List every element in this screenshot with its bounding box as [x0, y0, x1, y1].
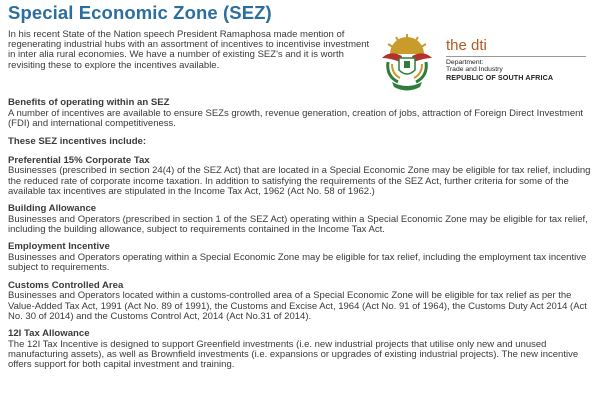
section-heading: Preferential 15% Corporate Tax — [8, 154, 150, 166]
section-text: The 12I Tax Incentive is designed to support Greenfield investments (i.e. new industrial projects that utilise only new and unused manufacturing assets), as well as Brownfield investments (i.e. expansions or upgrades of existing industrial projects). The new incentive offers support for both capital investment and training. — [8, 338, 579, 371]
section-heading: Employment Incentive — [8, 241, 110, 253]
coat-of-arms-icon — [376, 32, 438, 92]
dti-logo — [376, 28, 596, 98]
section-building-allowance — [8, 204, 594, 235]
brand-name: the dti — [446, 37, 487, 54]
dept-name: Trade and Industry — [446, 66, 503, 74]
section-heading: Building Allowance — [8, 203, 97, 215]
page-title: Special Economic Zone (SEZ) — [8, 2, 272, 23]
incentives-intro: These SEZ incentives include: — [8, 136, 147, 148]
section-text: Businesses and Operators located within a customs-controlled area of a Special Economic Zone will be eligible for tax relief as per the Value-Added Tax Act, 1991 (Act No. 89 of 1991), the Customs and Excise Act, 1964 (Act No. 91 of 1964), the Customs Duty Act 2014 (Act No. 30 of 2014) and the Customs Control Act, 2014 (Act No.31 of 2014). — [8, 290, 587, 322]
section-text: Businesses (prescribed in section 24(4) of the SEZ Act) that are located in a Special Economic Zone may be eligible for tax relief, including the reduced rate of corporate income taxation. In addition to satisfying the requirements of the SEZ Act, further criteria for some of the available tax incentives are stipulated in the Income Tax Act, 1962 (Act No. 58 of 1962.) — [8, 165, 591, 197]
dept-label: Department: — [446, 59, 484, 66]
section-customs-controlled-area — [8, 281, 594, 322]
section-heading: 12I Tax Allowance — [8, 328, 90, 340]
section-heading: Customs Controlled Area — [8, 279, 124, 291]
logo-divider — [446, 56, 586, 57]
section-benefits — [8, 98, 594, 129]
section-employment-incentive — [8, 242, 594, 273]
document-body — [8, 98, 594, 371]
country-name: REPUBLIC OF SOUTH AFRICA — [446, 72, 554, 82]
intro-paragraph: In his recent State of the Nation speech President Ramaphosa made mention of regenerating industrial hubs with an assortment of incentives to incentivise investment in inter alia rural economies. We have a number of existing SEZ's and it is worth revisiting these to explore the incentives available. — [8, 29, 370, 71]
section-text: Businesses and Operators (prescribed in section 1 of the SEZ Act) operating within a Special Economic Zone may be eligible for tax relief, including the building allowance, subject to requirements contained in the Income Tax Act. — [8, 213, 588, 236]
section-corporate-tax — [8, 156, 594, 197]
section-text: Businesses and Operators operating within a Special Economic Zone may be eligible for tax relief, including the employment tax incentive subject to requirements. — [8, 252, 587, 274]
logo-text — [446, 38, 596, 81]
section-12i-tax-allowance — [8, 329, 594, 370]
section-heading: Benefits of operating within an SEZ — [8, 97, 170, 108]
section-text: A number of incentives are available to ensure SEZs growth, revenue generation, creation of jobs, attraction of Foreign Direct Investment (FDI) and international competitiveness. — [8, 107, 584, 129]
